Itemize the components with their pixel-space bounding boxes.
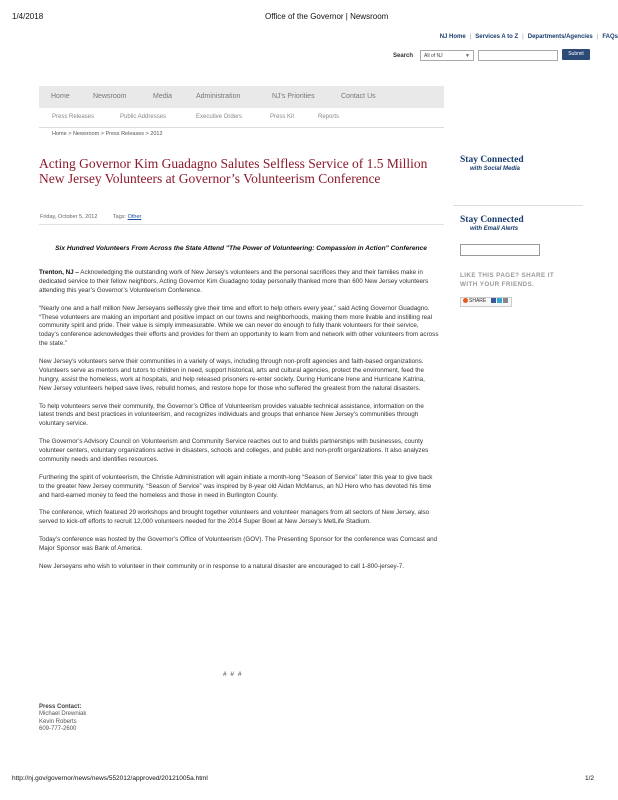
article-lead xyxy=(39,269,439,296)
tag-link[interactable]: Other xyxy=(127,214,142,220)
chevron-down-icon: ▼ xyxy=(465,53,470,59)
search-scope-select[interactable] xyxy=(420,50,474,61)
article-date: Friday, October 5, 2012 xyxy=(40,214,98,220)
search-input[interactable] xyxy=(478,50,558,61)
top-link-faqs[interactable]: FAQs xyxy=(602,34,618,40)
article-paragraph: “Nearly one and a half million New Jerseyans selflessly give their time and effort to help others every year,” said Acting Governor Guadagno. “These volunteers are making an important and positive impact on our towns and neighborhoods, making them more livable and instilling real community spirit and pride. Their value is simply immeasurable. While we can never do enough to fully thank volunteers for their service, today’s conference acknowledges their efforts and provides for them an opportunity to learn from and network with other volunteers from across the state.” xyxy=(39,304,439,348)
breadcrumb[interactable]: Home > Newsroom > Press Releases > 2012 xyxy=(52,131,163,137)
nav-nj-priorities[interactable]: NJ's Priorities xyxy=(272,93,315,100)
main-nav xyxy=(39,86,444,108)
nav-newsroom[interactable]: Newsroom xyxy=(93,93,127,100)
print-url: http://nj.gov/governor/news/news/552012/approved/20121005a.html xyxy=(12,775,208,782)
print-title: Office of the Governor | Newsroom xyxy=(265,12,389,21)
divider xyxy=(39,127,444,128)
twitter-icon xyxy=(497,298,502,303)
share-label: SHARE xyxy=(469,298,487,304)
contact-name: Kevin Roberts xyxy=(39,718,77,725)
nav-administration[interactable]: Administration xyxy=(196,93,241,100)
search-scope-value: All of NJ xyxy=(424,53,443,59)
share-icon xyxy=(463,298,468,303)
article-paragraph: New Jerseyans who wish to volunteer in their community or in response to a natural disaster are encouraged to call 1-800-jersey-7. xyxy=(39,562,405,570)
nav-media[interactable]: Media xyxy=(153,93,173,100)
share-button[interactable] xyxy=(460,297,512,307)
contact-phone: 609-777-2600 xyxy=(39,726,77,733)
share-prompt-line: LIKE THIS PAGE? SHARE IT xyxy=(460,272,555,279)
divider xyxy=(39,224,444,225)
end-mark: # # # xyxy=(223,671,243,678)
tags-label: Tags: xyxy=(112,214,127,220)
article-paragraph: The conference, which featured 29 workshops and brought together volunteers and volunteer managers from all sectors of New Jersey, also served to kick-off efforts to recruit 12,000 volunteers needed for the 2014 Super Bowl at New Jersey’s MetLife Stadium. xyxy=(39,509,430,526)
nav-home[interactable]: Home xyxy=(51,93,70,100)
share-prompt xyxy=(460,272,554,289)
top-link-nj-home[interactable]: NJ Home xyxy=(439,34,466,40)
subnav-press-kit[interactable]: Press Kit xyxy=(270,114,295,120)
contact-name: Michael Drewniak xyxy=(39,711,87,718)
top-link-services[interactable]: Services A to Z xyxy=(475,34,519,40)
subnav-executive-orders[interactable]: Executive Orders xyxy=(196,114,243,120)
email-alerts-link[interactable]: with Email Alerts xyxy=(470,226,519,232)
email-icon xyxy=(503,298,508,303)
social-link[interactable]: with Social Media xyxy=(470,166,521,172)
article-meta xyxy=(40,214,141,220)
article-subtitle: Six Hundred Volunteers From Across the State Attend "The Power of Volunteering: Compassion in Action" Conference xyxy=(55,245,427,252)
submit-button[interactable]: Submit xyxy=(562,49,590,60)
email-heading: Stay Connected xyxy=(460,215,524,225)
share-prompt-line: WITH YOUR FRIENDS. xyxy=(460,280,535,288)
divider xyxy=(453,205,583,206)
search-label: Search xyxy=(393,53,414,59)
email-input[interactable] xyxy=(460,244,540,256)
article-paragraph: Today’s conference was hosted by the Governor’s Office of Volunteerism (GOV). The Presenting Sponsor for the conference was Comcast and Major Sponsor was Bank of America. xyxy=(39,536,438,552)
print-date: 1/4/2018 xyxy=(12,12,44,21)
nav-contact-us[interactable]: Contact Us xyxy=(341,93,376,100)
article-title: Acting Governor Kim Guadagno Salutes Selfless Service of 1.5 Million New Jersey Volunteers at Governor’s Volunteerism Conference xyxy=(39,156,428,186)
top-link-departments[interactable]: Departments/Agencies xyxy=(527,34,593,40)
subnav-public-addresses[interactable]: Public Addresses xyxy=(120,114,167,120)
facebook-icon xyxy=(491,298,496,303)
article-paragraph: The Governor’s Advisory Council on Volunteerism and Community Service reaches out to and builds partnerships with businesses, county volunteer centers, voluntary organizations active in disasters, schools and colleges, and public and non-profit organizations. It also analyzes community needs and identifies resources. xyxy=(39,438,429,463)
page-number: 1/2 xyxy=(585,775,595,782)
press-contact-label: Press Contact: xyxy=(39,704,82,710)
press-contact xyxy=(39,704,86,734)
lead-text: Acknowledging the outstanding work of New Jersey’s volunteers and the personal sacrifices they and their families make in dedicated service to their fellow neighbors, Acting Governor Kim Guadagno today personally thanked more than 600 New Jersey volunteers attending this year’s Governor’s Volunteerism Conference. xyxy=(39,269,429,294)
article-paragraph: New Jersey’s volunteers serve their communities in a variety of ways, including through non-profit agencies and faith-based organizations. Volunteers serve as mentors and tutors to children in need, support historical, arts and cultural agencies, protect the environment, feed the hungry, assist the homeless, work at hospitals, and help released prisoners re-enter society. During Hurricane Irene and Hurricane Katrina, New Jersey volunteers helped save lives, rebuild homes, and restore hope for those who suffered the greatest from the natural disasters. xyxy=(39,358,425,392)
dateline: Trenton, NJ – xyxy=(39,269,79,276)
article-body xyxy=(39,269,439,581)
top-links: NJ Home | Services A to Z | Departments/Agencies | FAQs xyxy=(439,34,618,40)
article-paragraph: To help volunteers serve their community, the Governor’s Office of Volunteerism provides valuable technical assistance, information on the latest trends and best practices in volunteerism, and recognizes individuals and groups that enhance New Jersey’s communities through voluntary service. xyxy=(39,402,424,428)
subnav-reports[interactable]: Reports xyxy=(318,114,340,120)
subnav-press-releases[interactable]: Press Releases xyxy=(52,114,95,120)
social-heading: Stay Connected xyxy=(460,155,524,165)
article-paragraph: Furthering the spirit of volunteerism, the Christie Administration will again initiate a month-long “Season of Service” later this year to give back to the greater New Jersey community. “Season of Service” was inspired by 8-year old Aidan McManus, an NJ Hero who has devoted his time and hard-earned money to feed the homeless and those in need in Burlington County. xyxy=(39,473,433,499)
